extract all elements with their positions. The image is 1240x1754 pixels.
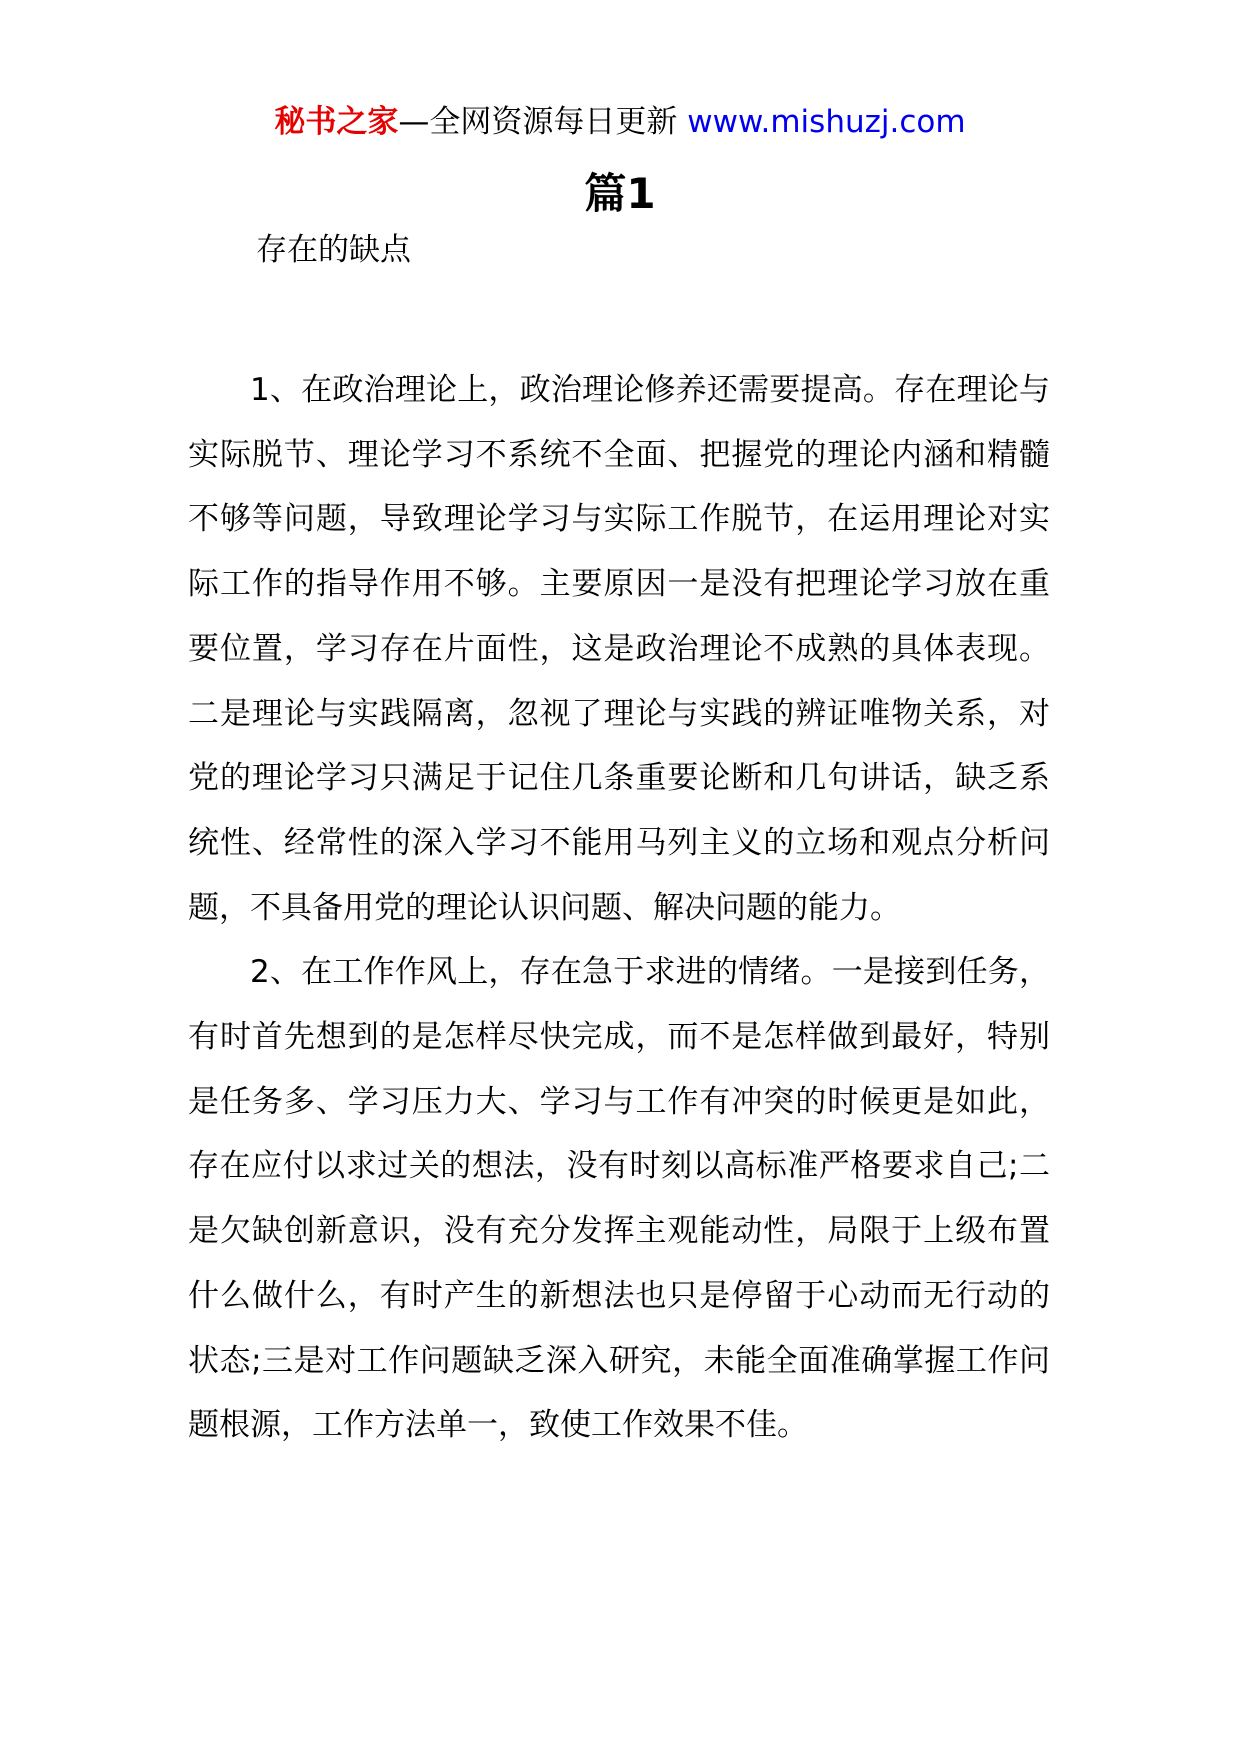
site-tagline: —全网资源每日更新	[398, 104, 688, 140]
site-brand: 秘书之家	[274, 104, 399, 140]
site-header	[0, 100, 1240, 144]
paragraph-1: 1、在政治理论上，政治理论修养还需要提高。存在理论与实际脱节、理论学习不系统不全面、把握党的理论内涵和精髓不够等问题，导致理论学习与实际工作脱节，在运用理论对实际工作的指导作用不够。主要原因一是没有把理论学习放在重要位置，学习存在片面性，这是政治理论不成熟的具体表现。二是理论与实践隔离，忽视了理论与实践的辨证唯物关系，对党的理论学习只满足于记住几条重要论断和几句讲话，缺乏系统性、经常性的深入学习不能用马列主义的立场和观点分析问题，不具备用党的理论认识问题、解决问题的能力。	[188, 372, 1050, 926]
document-title: 篇1	[584, 169, 656, 218]
document-body	[188, 358, 1050, 1458]
section-heading: 存在的缺点	[256, 232, 411, 268]
paragraph-2: 2、在工作作风上，存在急于求进的情绪。一是接到任务，有时首先想到的是怎样尽快完成，而不是怎样做到最好，特别是任务多、学习压力大、学习与工作有冲突的时候更是如此，存在应付以求过关的想法，没有时刻以高标准严格要求自己;二是欠缺创新意识，没有充分发挥主观能动性，局限于上级布置什么做什么，有时产生的新想法也只是停留于心动而无行动的状态;三是对工作问题缺乏深入研究，未能全面准确掌握工作问题根源，工作方法单一，致使工作效果不佳。	[188, 954, 1050, 1444]
site-url-link[interactable]: www.mishuzj.com	[687, 104, 966, 140]
